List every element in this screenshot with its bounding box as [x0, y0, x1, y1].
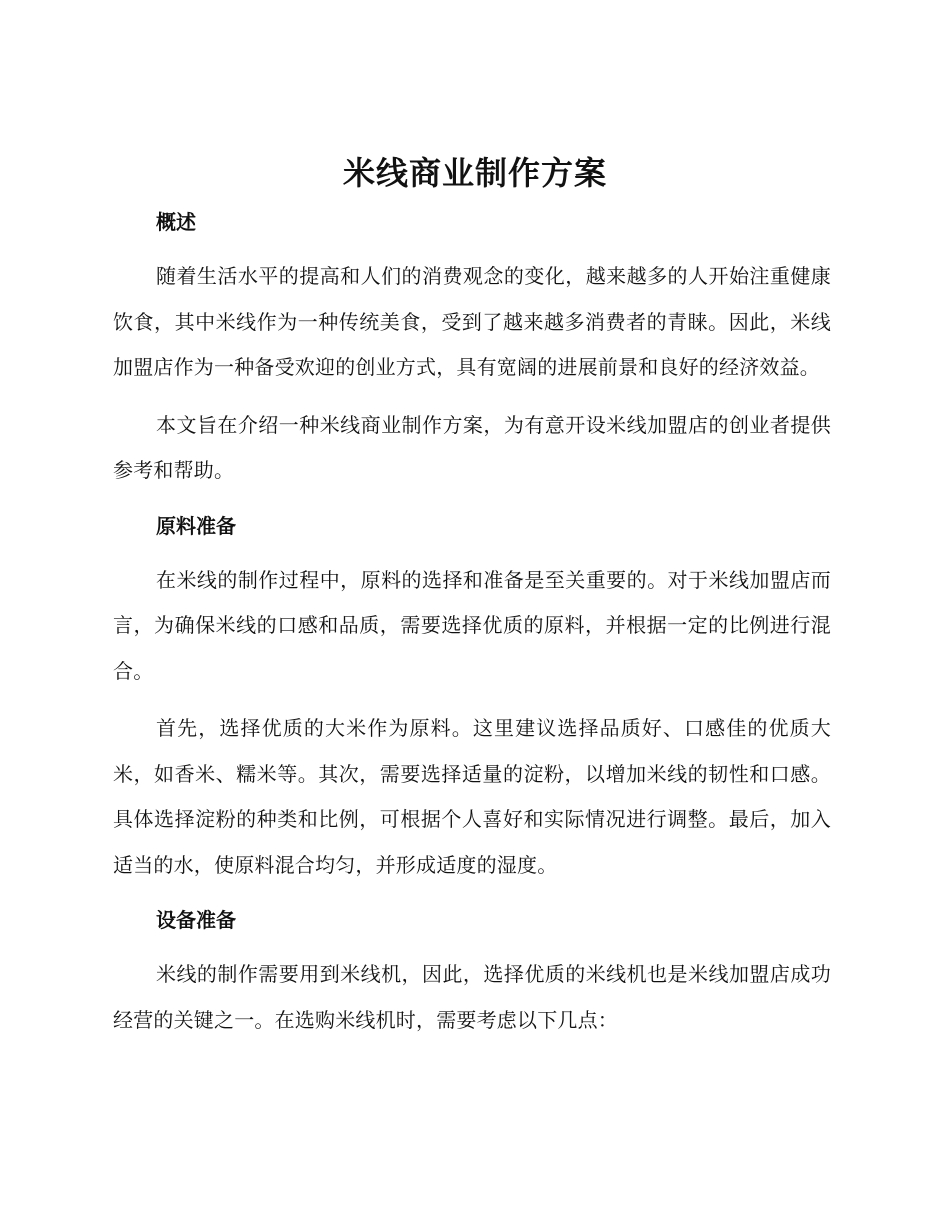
- paragraph: 本文旨在介绍一种米线商业制作方案，为有意开设米线加盟店的创业者提供参考和帮助。: [113, 412, 831, 482]
- document-title: 米线商业制作方案: [342, 154, 607, 192]
- document-body: [113, 200, 831, 1043]
- section-heading-overview: 概述: [156, 210, 196, 234]
- paragraph: 米线的制作需要用到米线机，因此，选择优质的米线机也是米线加盟店成功经营的关键之一。在选购米线机时，需要考虑以下几点：: [113, 962, 831, 1032]
- paragraph: 随着生活水平的提高和人们的消费观念的变化，越来越多的人开始注重健康饮食，其中米线作为一种传统美食，受到了越来越多消费者的青睐。因此，米线加盟店作为一种备受欢迎的创业方式，具有宽阔的进展前景和良好的经济效益。: [113, 264, 831, 379]
- section-heading-ingredients: 原料准备: [156, 513, 236, 538]
- section-heading-equipment: 设备准备: [156, 908, 236, 932]
- paragraph: 在米线的制作过程中，原料的选择和准备是至关重要的。对于米线加盟店而言，为确保米线的口感和品质，需要选择优质的原料，并根据一定的比例进行混合。: [113, 567, 831, 683]
- paragraph: 首先，选择优质的大米作为原料。这里建议选择品质好、口感佳的优质大米，如香米、糯米等。其次，需要选择适量的淀粉，以增加米线的韧性和口感。具体选择淀粉的种类和比例，可根据个人喜好和实际情况进行调整。最后，加入适当的水，使原料混合均匀，并形成适度的湿度。: [113, 716, 831, 877]
